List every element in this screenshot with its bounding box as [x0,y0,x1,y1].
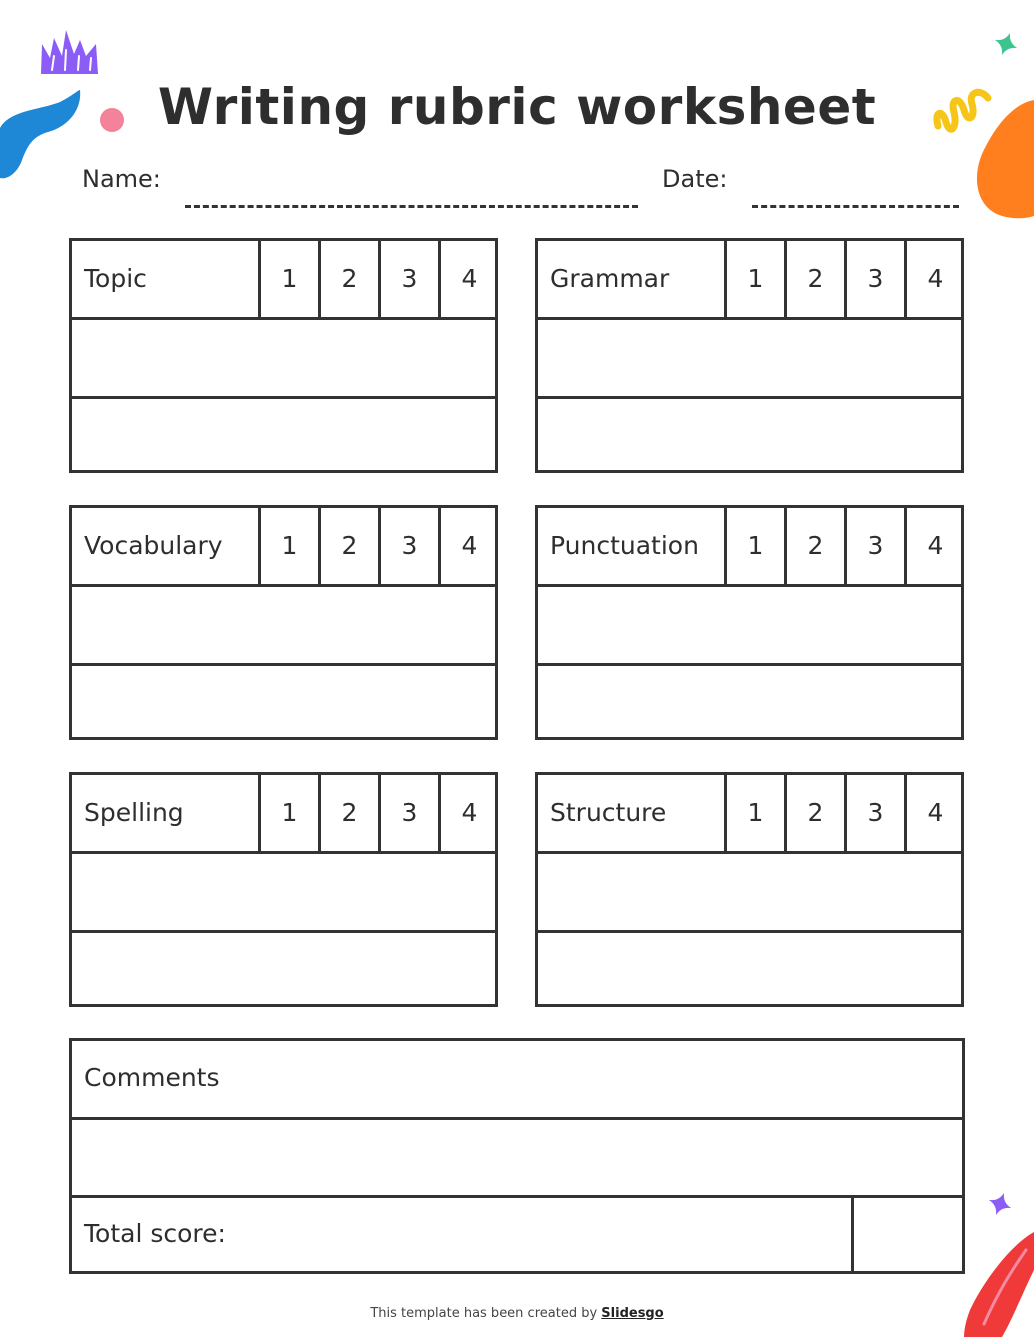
score-2[interactable]: 2 [318,508,378,584]
score-4[interactable]: 4 [904,508,964,584]
name-field[interactable] [185,205,638,208]
score-4[interactable]: 4 [438,241,498,317]
date-label: Date: [662,165,728,193]
category-label: Structure [550,798,667,827]
score-1[interactable]: 1 [724,775,784,851]
score-3[interactable]: 3 [844,775,904,851]
row-divider [72,930,495,933]
rubric-vocabulary [69,505,498,740]
slidesgo-link[interactable]: Slidesgo [601,1306,664,1321]
rubric-grammar [535,238,964,473]
row-divider [538,663,961,666]
score-2[interactable]: 2 [318,241,378,317]
score-4[interactable]: 4 [904,775,964,851]
total-score-label: Total score: [84,1219,226,1248]
score-1[interactable]: 1 [724,508,784,584]
footer [0,1306,1034,1321]
category-label: Vocabulary [84,531,223,560]
category-label: Grammar [550,264,670,293]
category-label: Topic [84,264,147,293]
row-divider [72,396,495,399]
comments-table [69,1038,965,1274]
row-divider [72,1195,962,1198]
category-label: Punctuation [550,531,699,560]
score-2[interactable]: 2 [784,775,844,851]
score-3[interactable]: 3 [378,508,438,584]
row-divider [72,663,495,666]
row-divider [538,930,961,933]
comments-field[interactable] [72,1120,962,1196]
score-3[interactable]: 3 [844,241,904,317]
date-field[interactable] [752,205,959,208]
score-3[interactable]: 3 [844,508,904,584]
score-2[interactable]: 2 [318,775,378,851]
footer-text: This template has been created by [370,1306,602,1321]
score-1[interactable]: 1 [258,241,318,317]
crown-icon [38,28,102,76]
score-4[interactable]: 4 [438,775,498,851]
rubric-structure [535,772,964,1007]
score-3[interactable]: 3 [378,241,438,317]
score-3[interactable]: 3 [378,775,438,851]
name-label: Name: [82,165,161,193]
page-title: Writing rubric worksheet [157,78,877,136]
category-label: Spelling [84,798,184,827]
score-1[interactable]: 1 [258,775,318,851]
total-score-field[interactable] [854,1198,962,1271]
score-2[interactable]: 2 [784,241,844,317]
score-4[interactable]: 4 [438,508,498,584]
score-1[interactable]: 1 [258,508,318,584]
score-2[interactable]: 2 [784,508,844,584]
comments-label: Comments [84,1063,220,1092]
row-divider [538,396,961,399]
purple-star-icon [988,1192,1012,1216]
rubric-spelling [69,772,498,1007]
rubric-punctuation [535,505,964,740]
rubric-topic [69,238,498,473]
score-4[interactable]: 4 [904,241,964,317]
score-1[interactable]: 1 [724,241,784,317]
green-star-icon [994,32,1018,56]
